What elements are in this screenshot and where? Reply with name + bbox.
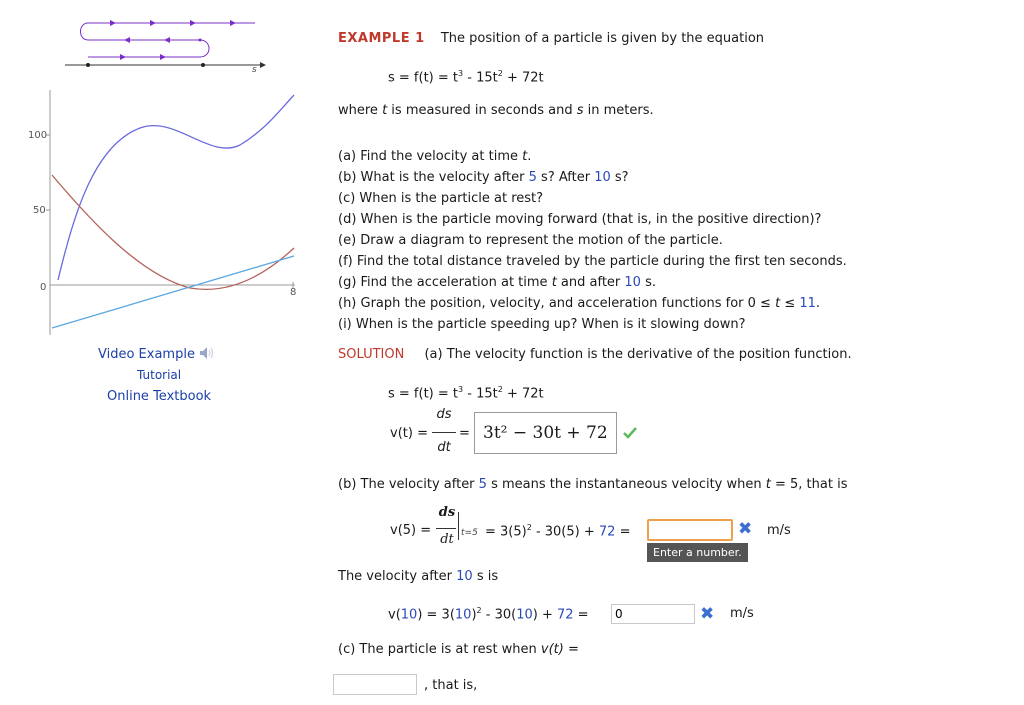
solution-label: SOLUTION	[338, 347, 405, 362]
checkmark-icon	[622, 426, 638, 440]
question-list	[338, 146, 847, 335]
enter-number-tooltip: Enter a number.	[647, 543, 748, 562]
question-d: (d) When is the particle moving forward (that is, in the positive direction)?	[338, 212, 822, 227]
v5-expression: = $3(5)^2 - 30(5) + 72$ =	[485, 523, 631, 540]
v5-fraction-bar	[436, 528, 456, 529]
v10-answer-input[interactable]	[611, 604, 695, 624]
velocity-curve	[52, 175, 294, 289]
after10-text: The velocity after 10 s is	[338, 569, 499, 584]
position-curve	[58, 95, 294, 280]
y-tick-0: 0	[40, 282, 47, 293]
position-equation: $s = f(t) = t^3 - 15t^2 + 72t$	[388, 69, 544, 86]
question-i: (i) When is the particle speeding up? When is it slowing down?	[338, 317, 746, 332]
s-axis-label: s	[252, 65, 257, 75]
motion-diagram	[60, 10, 280, 78]
question-e: (e) Draw a diagram to represent the motion of the particle.	[338, 233, 723, 248]
tutorial-link[interactable]: Tutorial	[137, 368, 182, 382]
acceleration-line	[52, 256, 297, 328]
v5-subscript: t=5	[461, 528, 478, 538]
speaker-icon[interactable]	[199, 346, 217, 360]
v5-answer-input[interactable]	[647, 519, 733, 541]
velocity-answer-box[interactable]: 3t² − 30t + 72	[474, 412, 617, 454]
v5-dt: dt	[440, 532, 454, 547]
example-intro: The position of a particle is given by the equation	[440, 31, 765, 46]
rest-answer-input[interactable]	[333, 674, 417, 695]
y-tick-100: 100	[28, 130, 48, 141]
that-is-text: , that is,	[424, 678, 478, 693]
solution-c-text: (c) The particle is at rest when v(t) =	[338, 642, 579, 657]
example-header	[338, 31, 764, 46]
video-example-link[interactable]: Video Example	[98, 347, 195, 362]
dt-denominator: dt	[437, 440, 451, 455]
v10-expression: $v(10) = 3(10)^2 - 30(10) + 72$ =	[388, 606, 589, 623]
question-f: (f) Find the total distance traveled by the particle during the first ten seconds.	[338, 254, 847, 269]
example-label: EXAMPLE 1	[338, 31, 425, 46]
question-g: (g) Find the acceleration at time t and after 10 s.	[338, 275, 656, 290]
solution-position-equation: $s = f(t) = t^3 - 15t^2 + 72t$	[388, 385, 544, 402]
x-tick-8: 8	[290, 287, 297, 298]
online-textbook-link[interactable]: Online Textbook	[107, 389, 212, 404]
question-h: (h) Graph the position, velocity, and acceleration functions for 0 ≤ t ≤ 11.	[338, 296, 821, 311]
incorrect-x-icon-v5: ✖	[738, 519, 753, 539]
solution-header	[338, 347, 852, 362]
question-a: (a) Find the velocity at time t.	[338, 149, 532, 164]
v10-units: m/s	[730, 606, 754, 621]
solution-a-text: (a) The velocity function is the derivative of the position function.	[424, 347, 852, 362]
equals-sign: =	[459, 426, 470, 441]
y-tick-50: 50	[33, 205, 46, 216]
question-b: (b) What is the velocity after 5 s? After 10 s?	[338, 170, 629, 185]
v5-ds: ds	[438, 505, 456, 520]
vt-label: v(t) =	[390, 426, 428, 441]
question-c: (c) When is the particle at rest?	[338, 191, 544, 206]
ds-numerator: ds	[436, 407, 452, 422]
evaluation-bar	[458, 512, 459, 540]
v5-label: v(5) =	[390, 523, 432, 538]
v5-units: m/s	[767, 523, 791, 538]
incorrect-x-icon-v10: ✖	[700, 604, 715, 624]
fraction-bar	[432, 432, 456, 433]
where-text: where t is measured in seconds and s in meters.	[338, 103, 654, 118]
solution-b-text: (b) The velocity after 5 s means the instantaneous velocity when t = 5, that is	[338, 477, 848, 492]
